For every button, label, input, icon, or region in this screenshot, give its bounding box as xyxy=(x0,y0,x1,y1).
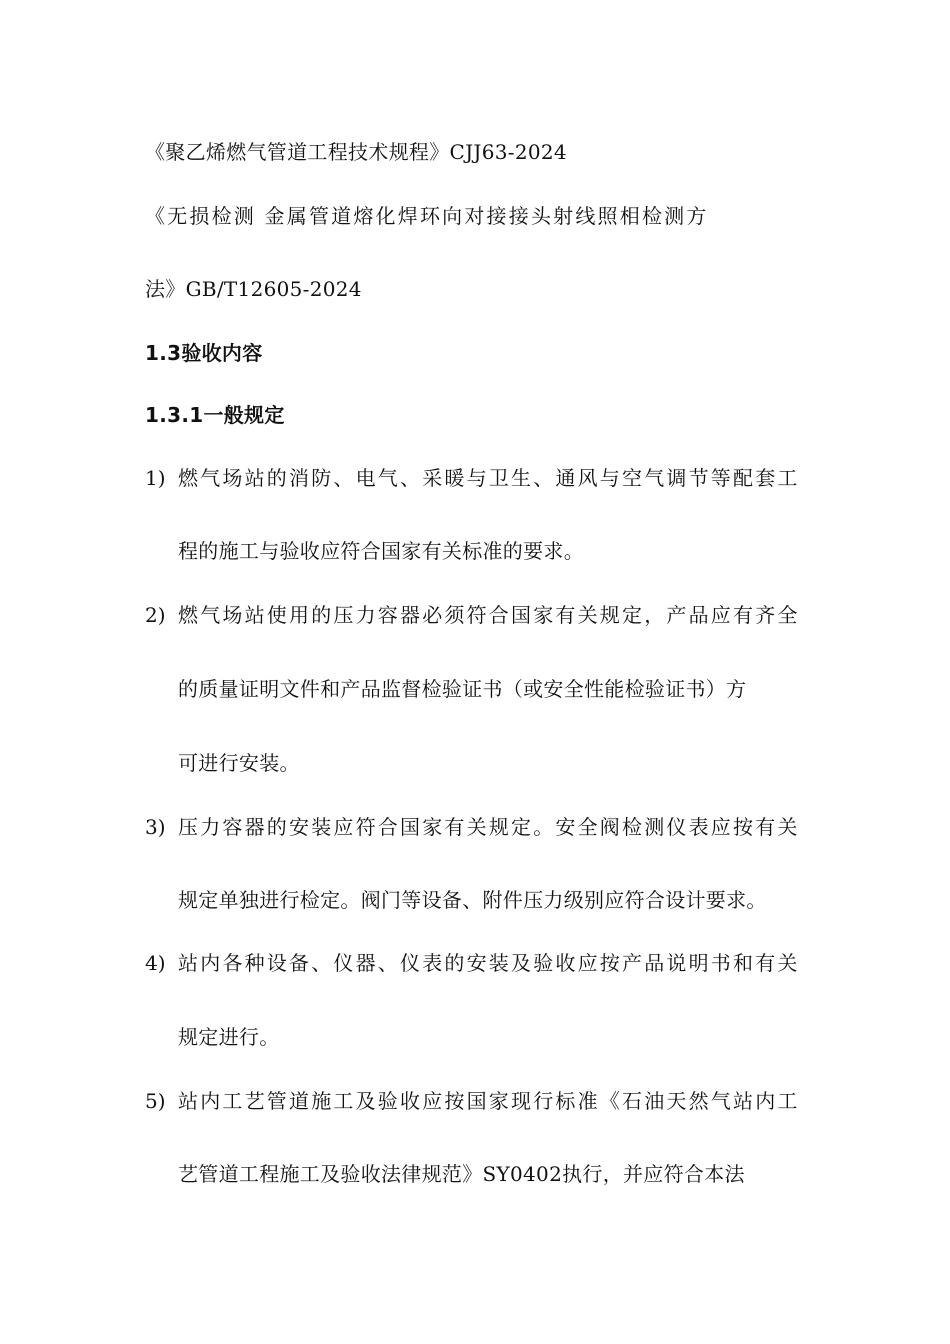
reference-2-line-1: 《无损检测 金属管道熔化焊环向对接接头射线照相检测方 xyxy=(145,204,709,228)
reference-2-line-2: 法》GB/T12605-2024 xyxy=(145,277,362,301)
list-item-number: 1) xyxy=(145,466,166,490)
list-item-text: 站内工艺管道施工及验收应按国家现行标准《石油天然气站内工 xyxy=(178,1089,800,1113)
list-item-text: 规定单独进行检定。阀门等设备、附件压力级别应符合设计要求。 xyxy=(178,888,767,912)
list-item-text: 艺管道工程施工及验收法律规范》SY0402执行，并应符合本法 xyxy=(178,1162,745,1186)
list-item-text: 燃气场站的消防、电气、采暖与卫生、通风与空气调节等配套工 xyxy=(178,466,800,490)
list-item-number: 4) xyxy=(145,951,166,975)
list-item-text: 燃气场站使用的压力容器必须符合国家有关规定，产品应有齐全 xyxy=(178,603,800,627)
list-item-text: 的质量证明文件和产品监督检验证书（或安全性能检验证书）方 xyxy=(178,677,747,701)
list-item-number: 2) xyxy=(145,603,166,627)
section-heading: 1.3验收内容 xyxy=(145,341,263,365)
list-item-text: 规定进行。 xyxy=(178,1025,280,1049)
subsection-heading: 1.3.1一般规定 xyxy=(145,403,285,427)
list-item-text: 站内各种设备、仪器、仪表的安装及验收应按产品说明书和有关 xyxy=(178,951,800,975)
list-item-number: 3) xyxy=(145,815,166,839)
list-item-text: 可进行安装。 xyxy=(178,751,300,775)
reference-1: 《聚乙烯燃气管道工程技术规程》CJJ63-2024 xyxy=(145,140,567,164)
list-item-number: 5) xyxy=(145,1089,166,1113)
list-item-text: 程的施工与验收应符合国家有关标准的要求。 xyxy=(178,539,584,563)
list-item-text: 压力容器的安装应符合国家有关规定。安全阀检测仪表应按有关 xyxy=(178,815,800,839)
